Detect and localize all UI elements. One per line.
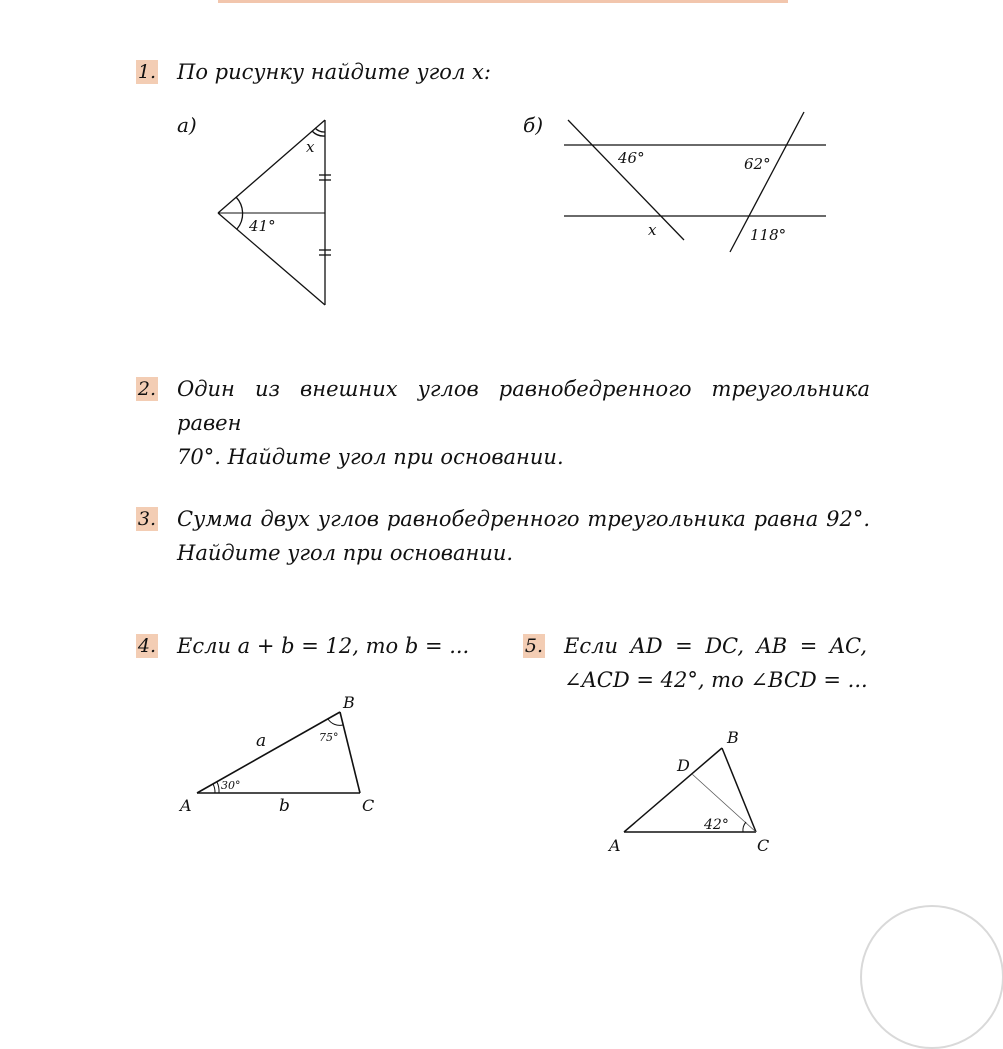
problem-2-text — [177, 372, 870, 474]
figure-1a-angle-label: 41° — [249, 217, 276, 235]
figure-1b-label: б) — [523, 113, 544, 137]
figure-4-side-a: a — [256, 731, 267, 751]
problem-3-text — [177, 502, 870, 570]
problem-3-line-2: Найдите угол при основании. — [177, 541, 514, 565]
page-corner-circle — [860, 905, 1003, 1049]
figure-4-vertex-B: B — [343, 693, 355, 712]
figure-5-angle-C: 42° — [704, 817, 729, 833]
problem-5-number: 5. — [524, 635, 544, 657]
problem-5-text — [564, 629, 867, 697]
problem-4-text — [177, 629, 469, 663]
problem-5-line-2: ∠ACD = 42°, то ∠BCD = ... — [564, 668, 868, 692]
problem-1-line-1: По рисунку найдите угол x: — [177, 60, 491, 84]
problem-4-number: 4. — [137, 635, 157, 657]
problem-3-number: 3. — [137, 508, 157, 530]
problem-2-line-1: Один из внешних углов равнобедренного треугольника равен — [177, 377, 870, 435]
figure-4-angle-B: 75° — [319, 731, 339, 744]
figure-1a-label: а) — [177, 113, 197, 137]
figure-1a-x-label: x — [306, 138, 315, 156]
figure-4-vertex-C: C — [362, 796, 375, 815]
problem-1-text — [177, 55, 491, 89]
problem-2-line-2: 70°. Найдите угол при основании. — [177, 445, 564, 469]
figure-5-vertex-B: B — [727, 728, 739, 747]
figure-5-vertex-D: D — [677, 756, 690, 775]
figure-4-side-b: b — [279, 796, 290, 816]
problem-1-number: 1. — [137, 61, 157, 83]
top-accent-bar — [218, 0, 788, 3]
figure-4-angle-A: 30° — [221, 779, 241, 792]
problem-4-line-1: Если a + b = 12, то b = ... — [177, 634, 470, 658]
figure-1b-angle-62: 62° — [744, 155, 771, 173]
problem-2-number: 2. — [137, 378, 157, 400]
problem-5-line-1: Если AD = DC, AB = AC, — [564, 634, 867, 658]
figure-4-vertex-A: A — [180, 796, 192, 815]
figure-1b-angle-118: 118° — [750, 226, 787, 244]
problem-3-line-1: Сумма двух углов равнобедренного треугольника равна 92°. — [177, 507, 870, 531]
figure-1b-x-label: x — [648, 221, 657, 239]
figure-1b-angle-46: 46° — [618, 149, 645, 167]
figure-5-vertex-C: C — [757, 836, 770, 855]
figure-5-vertex-A: A — [609, 836, 621, 855]
